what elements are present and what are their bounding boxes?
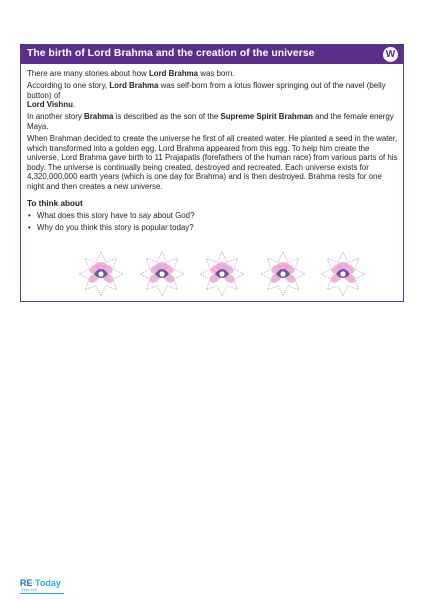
paragraph-3: In another story Brahma is described as the son of the Supreme Spirit Brahman and the female energy Maya. [27, 112, 394, 131]
lotus-icon [319, 251, 367, 297]
logo-today: Today [35, 578, 61, 588]
list-item: • Why do you think this story is popular today? [27, 223, 399, 233]
brahma-bold: Brahma [84, 112, 114, 122]
lord-brahma-bold: Lord Brahma [148, 69, 199, 78]
lotus-decoration-row [21, 251, 403, 297]
think-heading: To think about [27, 198, 83, 208]
paragraph-1: There are many stories about how Lord Brahma was born. [27, 69, 235, 78]
story-card [20, 44, 404, 302]
questions-list [27, 211, 399, 232]
lord-vishnu-bold: Lord Vishnu [27, 100, 73, 110]
title-bar [21, 45, 403, 64]
logo-services: Services [21, 588, 38, 592]
supreme-spirit-bold: Supreme Spirit Brahman [220, 112, 313, 122]
list-item: • What does this story have to say about God? [27, 211, 399, 221]
lotus-icon [259, 251, 307, 297]
paragraph-4: When Brahman decided to create the universe he first of all created water. He planted a seed in the water, which transformed into a golden egg. Lord Brahma appeared from this egg. To help him create the universe, Lord Brahma gave birth to 11 Prajapatis (forefathers of the human race) from various parts of his body. The universe is continually being created, destroyed and recreated. Each universe exists for 4,320,000,000 earth years (which is one day for Brahma) and is then destroyed. Brahma rests for one night and then creates a new universe. [27, 134, 398, 192]
paragraph-2: According to one story, Lord Brahma was self-born from a lotus flower springing out of the navel (belly button) of Lord Vishnu. [27, 81, 386, 110]
lord-brahma-bold: Lord Brahma [109, 81, 159, 91]
lotus-icon [77, 251, 125, 297]
story-body [27, 69, 399, 234]
logo-re: RE [20, 578, 33, 588]
card-title: The birth of Lord Brahma and the creation of the universe [27, 48, 315, 59]
lotus-icon [138, 251, 186, 297]
re-today-logo [20, 578, 70, 594]
lotus-icon [198, 251, 246, 297]
logo-rule [20, 593, 64, 594]
worksheet-badge: W [383, 47, 398, 62]
